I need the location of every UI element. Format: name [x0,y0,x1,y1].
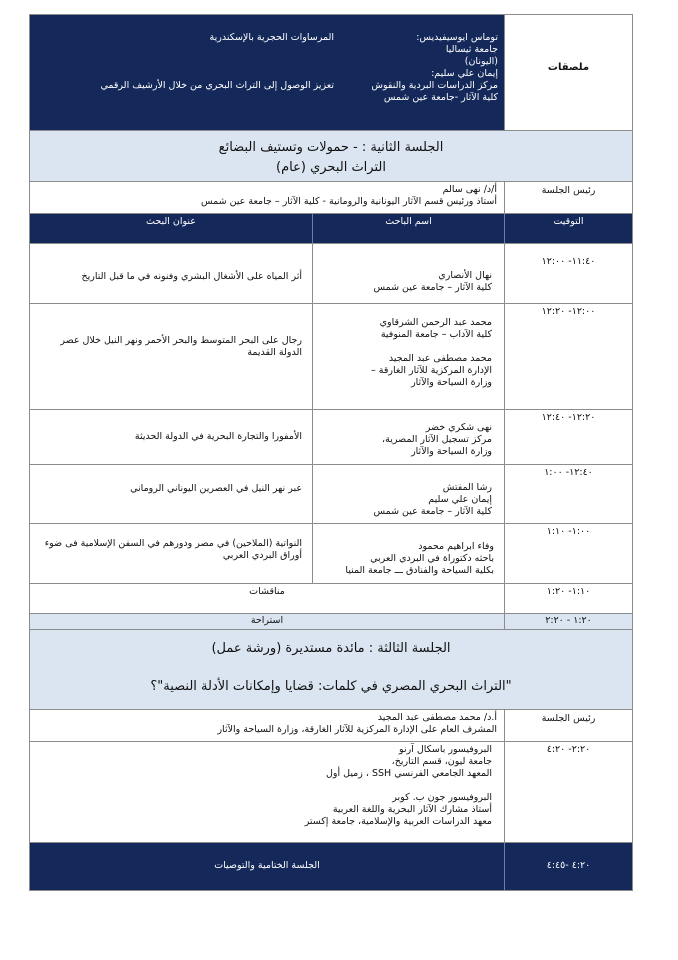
session3-title-line2: "التراث البحري المصري في كلمات: قضايا وإمكانات الأدلة النصية"؟ [150,679,512,694]
paper-title: رجال على البحر المتوسط والبحر الأحمر ونهر النيل خلال عصر الدولة القديمة [60,335,302,358]
break-time: ١:٢٠ - ٢:٢٠ [545,615,592,626]
session2-chair-row [29,182,633,214]
paper-time: ١٢:٢٠- ١٢:٤٠ [541,412,596,423]
session3-chair-label: رئيس الجلسة [541,713,596,724]
session2-chair-label: رئيس الجلسة [541,185,596,196]
discussion-label: مناقشات [249,586,285,597]
break-row [29,614,633,630]
paper-row [29,244,633,304]
paper-title: النواتية (الملاحين) في مصر ودورهم في السفن الإسلامية فى ضوء أوراق البردي العربي [44,538,302,561]
paper-row [29,524,633,584]
session3-chair-text: أ.د/ محمد مصطفى عبد المجيد المشرف العام على الإدارة المركزية للآثار الغارقة، وزارة السياحة والآثار [217,712,497,735]
paper-title: عبر نهر النيل في العصرين اليوناني الروماني [130,483,302,494]
column-header-row [29,214,633,244]
paper-researcher: نهال الأنصاري كلية الآثار – جامعة عين شمس [373,270,492,293]
col-researcher-header: اسم الباحث [385,216,432,227]
discussion-row [29,584,633,614]
paper-time: ١١:٤٠- ١٢:٠٠ [541,256,596,267]
session3-participants-row [29,742,633,843]
poster-speakers: توماس ايوسيفيديس: جامعة ثيساليا (اليونان) إيمان علي سليم: مركز الدراسات البردية والنقوش كلية الآثار -جامعة عين شمس [371,32,498,103]
closing-label: الجلسة الختامية والتوصيات [214,860,320,871]
poster-label-cell [505,15,632,130]
discussion-time: ١:١٠- ١:٢٠ [546,586,591,597]
paper-time: ١٢:٤٠- ١:٠٠ [544,467,593,478]
break-label: استراحة [250,615,284,626]
session3-title-row [29,630,633,710]
paper-title: الأمفورا والتجارة البحرية في الدولة الحديثة [134,431,302,442]
paper-row [29,410,633,465]
session3-participants: البروفيسور باسكال آرنو جامعة ليون، قسم التاريخ، المعهد الجامعي الفرنسي SSH ، زميل أول البروفيسور جون ب. كوبر أستاذ مشارك الآثار البحرية واللغة العربية معهد الدراسات العربية والإسلامية، جامعة إكستر [304,744,492,827]
poster-title-2: تعزيز الوصول إلى التراث البحري من خلال الأرشيف الرقمي [100,80,334,91]
paper-researcher: نهى شكري خضر مركز تسجيل الآثار المصرية، وزارة السياحة والآثار [382,422,492,457]
session3-time: ٢:٢٠- ٤:٢٠ [546,744,591,755]
session2-title-line2: التراث البحري (عام) [276,160,386,175]
paper-time: ١٢:٠٠- ١٢:٢٠ [541,306,596,317]
session2-title-line1: الجلسة الثانية : - حمولات وتستيف البضائع [218,140,444,155]
paper-researcher: محمد عبد الرحمن الشرقاوي كلية الآداب – جامعة المنوفية محمد مصطفى عبد المجيد الإدارة المركزية للآثار الغارقة – وزارة السياحة والآثار [370,317,492,388]
paper-row [29,304,633,410]
session3-title-line1: الجلسة الثالثة : مائدة مستديرة (ورشة عمل) [211,641,451,656]
col-time-header: التوقيت [553,216,584,227]
poster-row [29,14,633,131]
session2-title-row [29,131,633,182]
posters-label: ملصقات [547,62,590,73]
poster-title-1: المرساوات الحجرية بالإسكندرية [209,32,334,43]
paper-row [29,465,633,524]
closing-time: ٤:٢٠ -٤:٤٥ [546,860,591,871]
closing-row [29,843,633,891]
session2-chair-text: أ/د/ نهى سالم أستاذ ورئيس قسم الآثار اليونانية والرومانية - كلية الآثار – جامعة عين شمس [201,184,497,207]
paper-time: ١:٠٠- ١:١٠ [546,526,591,537]
paper-researcher: وفاء ابراهيم محمود باحثه دكتوراة في البردي العربي بكلية السياحة والفنادق ـــ جامعة المنيا [345,541,494,576]
col-title-header: عنوان البحث [146,216,196,227]
paper-researcher: رشا المفتش إيمان علي سليم كلية الآثار – جامعة عين شمس [373,482,492,517]
session3-chair-row [29,710,633,742]
poster-content-cell [30,15,504,130]
paper-title: أثر المياه على الأشغال البشري وفنونه في ما قبل التاريخ [81,271,302,282]
